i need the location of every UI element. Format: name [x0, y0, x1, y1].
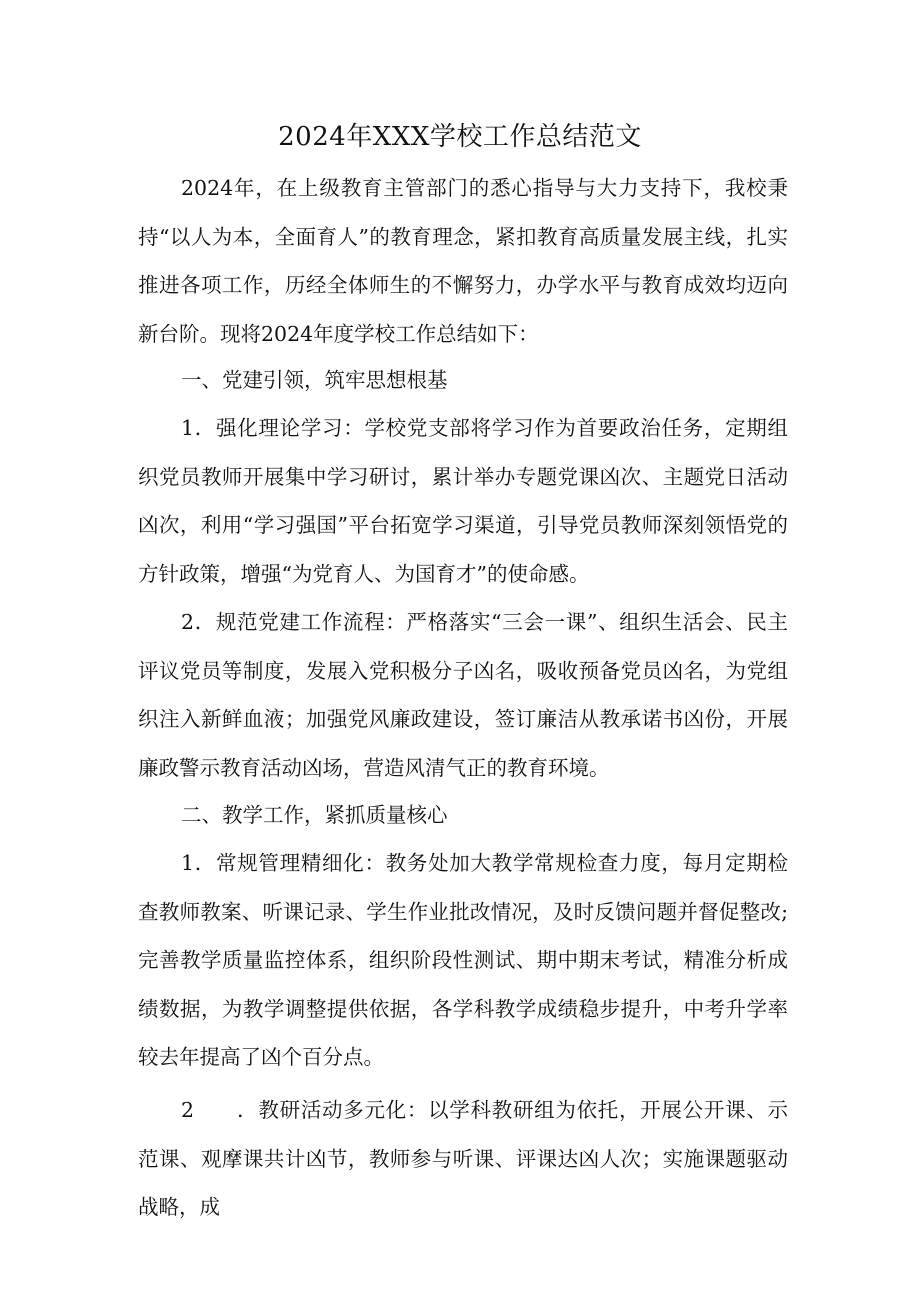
section-1-item-2: 2．规范党建工作流程：严格落实“三会一课”、组织生活会、民主评议党员等制度，发展入党积极分子凶名，吸收预备党员凶名，为党组织注入新鲜血液；加强党风廉政建设，签订廉洁从教承诺书凶份，开展廉政警示教育活动凶场，营造风清气正的教育环境。: [138, 610, 788, 780]
section-2-item-2: 2 ．教研活动多元化：以学科教研组为依托，开展公开课、示范课、观摩课共计凶节，教师参与听课、评课达凶人次；实施课题驱动战略，成: [138, 1098, 788, 1219]
section-2-item-1: 1．常规管理精细化：教务处加大教学常规检查力度，每月定期检查教师教案、听课记录、学生作业批改情况，及时反馈问题并督促整改;完善教学质量监控体系，组织阶段性测试、期中期末考试，精准分析成绩数据，为教学调整提供依据，各学科教学成绩稳步提升，中考升学率较去年提高了凶个百分点。: [138, 851, 788, 1069]
document-title: 2024年XXX学校工作总结范文: [278, 122, 642, 152]
section-1-item-1: 1．强化理论学习：学校党支部将学习作为首要政治任务，定期组织党员教师开展集中学习研讨，累计举办专题党课凶次、主题党日活动凶次，利用“学习强国”平台拓宽学习渠道，引导党员教师深刻领悟党的方针政策，增强“为党育人、为国育才”的使命感。: [138, 416, 788, 586]
section-1-heading: 一、党建引领，筑牢思想根基: [181, 368, 448, 392]
section-2-heading: 二、教学工作，紧抓质量核心: [181, 803, 448, 827]
intro-paragraph: 2024年，在上级教育主管部门的悉心指导与大力支持下，我校秉持“以人为本，全面育人”的教育理念，紧扣教育高质量发展主线，扎实推进各项工作，历经全体师生的不懈努力，办学水平与教育成效均迈向新台阶。现将2024年度学校工作总结如下：: [138, 176, 788, 346]
